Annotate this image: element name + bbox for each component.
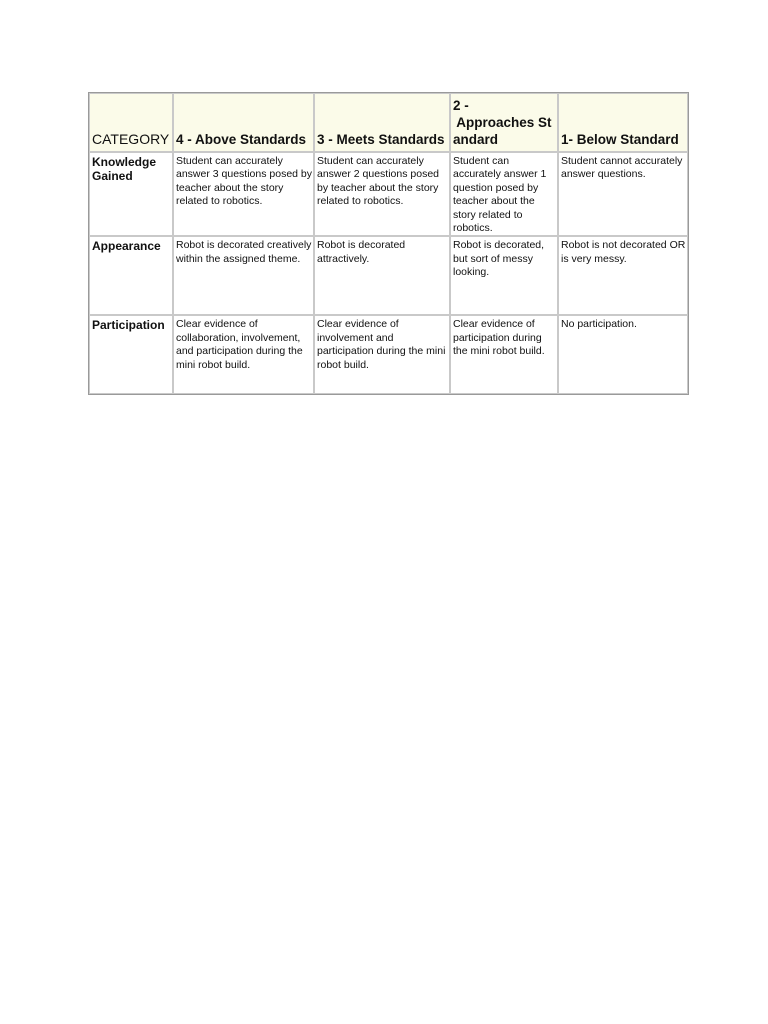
header-approaches-line2: Approaches St (453, 115, 552, 130)
cell-below: No participation. (558, 315, 688, 394)
table-row (89, 152, 688, 236)
header-below-standard: 1- Below Standard (558, 93, 688, 152)
table-row (89, 236, 688, 315)
cell-meets: Student can accurately answer 2 questions posed by teacher about the story related to robotics. (314, 152, 450, 236)
cell-approaches: Student can accurately answer 1 question posed by teacher about the story related to robotics. (450, 152, 558, 236)
header-row (89, 93, 688, 152)
header-category: CATEGORY (89, 93, 173, 152)
cell-approaches: Clear evidence of participation during the mini robot build. (450, 315, 558, 394)
header-approaches-line3: andard (453, 132, 499, 147)
header-meets-standards: 3 - Meets Standards (314, 93, 450, 152)
rubric-table (88, 92, 689, 395)
header-approaches-standard (450, 93, 558, 152)
cell-meets: Clear evidence of involvement and participation during the mini robot build. (314, 315, 450, 394)
rubric-header (89, 93, 688, 152)
row-category: Knowledge Gained (89, 152, 173, 236)
cell-meets: Robot is decorated attractively. (314, 236, 450, 315)
cell-below: Student cannot accurately answer questions. (558, 152, 688, 236)
rubric-body (89, 152, 688, 394)
row-category: Appearance (89, 236, 173, 315)
header-approaches-line1: 2 - (453, 98, 469, 113)
cell-above: Clear evidence of collaboration, involvement, and participation during the mini robot build. (173, 315, 314, 394)
row-category: Participation (89, 315, 173, 394)
cell-above: Robot is decorated creatively within the assigned theme. (173, 236, 314, 315)
table-row (89, 315, 688, 394)
cell-below: Robot is not decorated OR is very messy. (558, 236, 688, 315)
cell-above: Student can accurately answer 3 questions posed by teacher about the story related to robotics. (173, 152, 314, 236)
header-above-standards: 4 - Above Standards (173, 93, 314, 152)
cell-approaches: Robot is decorated, but sort of messy looking. (450, 236, 558, 315)
